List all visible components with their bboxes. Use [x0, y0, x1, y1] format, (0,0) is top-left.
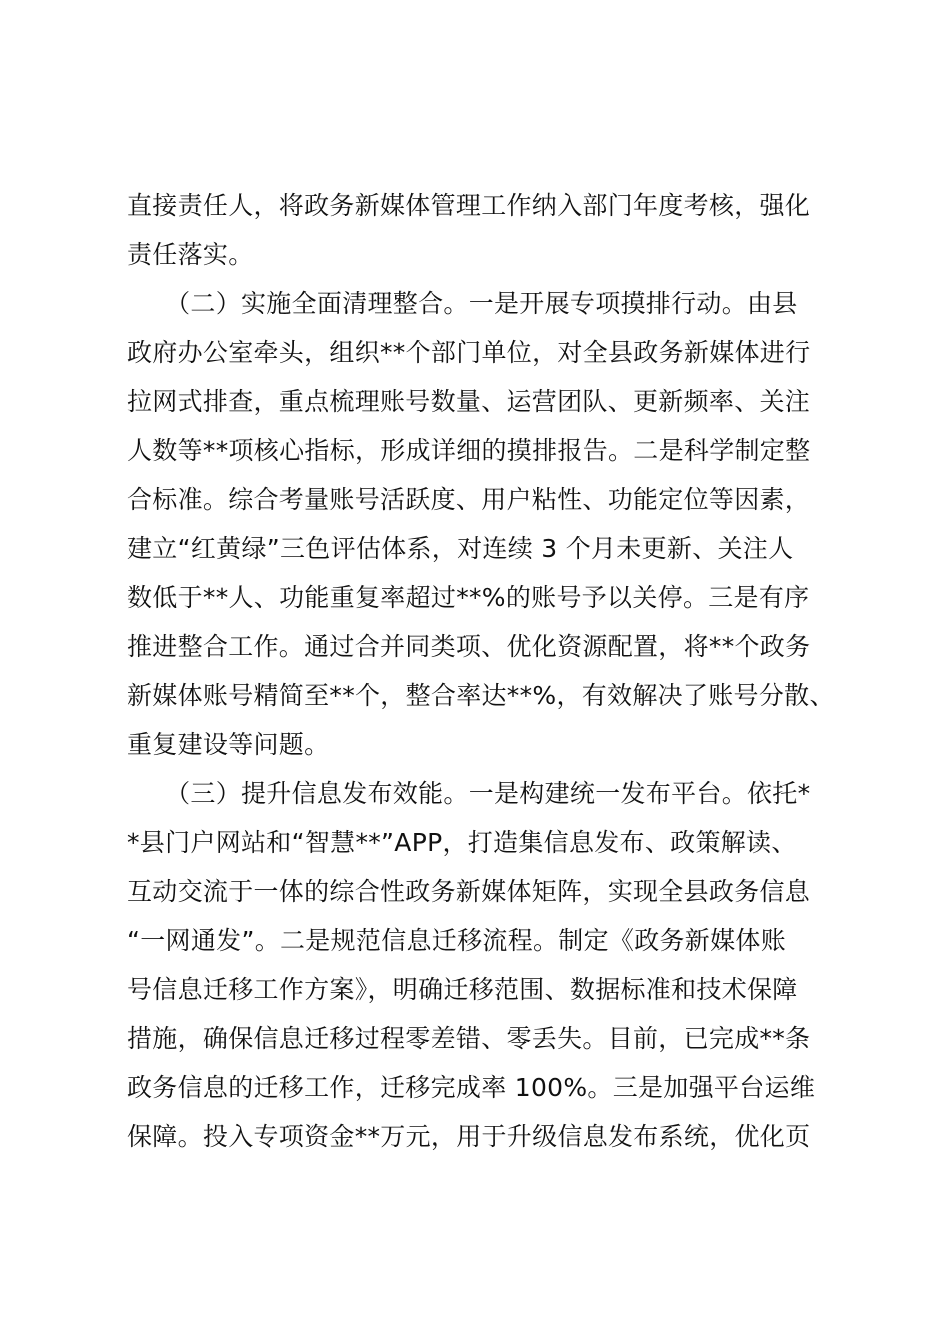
text-line: （三）提升信息发布效能。一是构建统一发布平台。依托*	[127, 779, 811, 808]
text-line: 政府办公室牵头，组织**个部门单位，对全县政务新媒体进行	[127, 338, 811, 367]
text-line: 人数等**项核心指标，形成详细的摸排报告。二是科学制定整	[127, 436, 811, 465]
text-line: 拉网式排查，重点梳理账号数量、运营团队、更新频率、关注	[127, 387, 811, 416]
text-line: 措施，确保信息迁移过程零差错、零丢失。目前，已完成**条	[127, 1024, 811, 1053]
text-line: 互动交流于一体的综合性政务新媒体矩阵，实现全县政务信息	[127, 877, 811, 906]
text-line: 数低于**人、功能重复率超过**%的账号予以关停。三是有序	[127, 583, 810, 612]
text-line: “一网通发”。二是规范信息迁移流程。制定《政务新媒体账	[127, 926, 787, 955]
text-line: 直接责任人，将政务新媒体管理工作纳入部门年度考核，强化	[127, 191, 811, 220]
text-line: 责任落实。	[127, 240, 254, 269]
text-line: *县门户网站和“智慧**”APP，打造集信息发布、政策解读、	[127, 828, 797, 857]
body-text	[127, 181, 847, 1161]
text-line: 政务信息的迁移工作，迁移完成率 100%。三是加强平台运维	[127, 1073, 816, 1102]
text-line: 合标准。综合考量账号活跃度、用户粘性、功能定位等因素，	[127, 485, 811, 514]
text-line: 推进整合工作。通过合并同类项、优化资源配置，将**个政务	[127, 632, 811, 661]
text-line: 号信息迁移工作方案》，明确迁移范围、数据标准和技术保障	[127, 975, 798, 1004]
text-line: 建立“红黄绿”三色评估体系，对连续 3 个月未更新、关注人	[127, 534, 794, 563]
text-line: （二）实施全面清理整合。一是开展专项摸排行动。由县	[127, 289, 798, 318]
text-line: 新媒体账号精简至**个，整合率达**%，有效解决了账号分散、	[127, 681, 835, 710]
text-line: 重复建设等问题。	[127, 730, 330, 759]
text-line: 保障。投入专项资金**万元，用于升级信息发布系统，优化页	[127, 1122, 811, 1151]
